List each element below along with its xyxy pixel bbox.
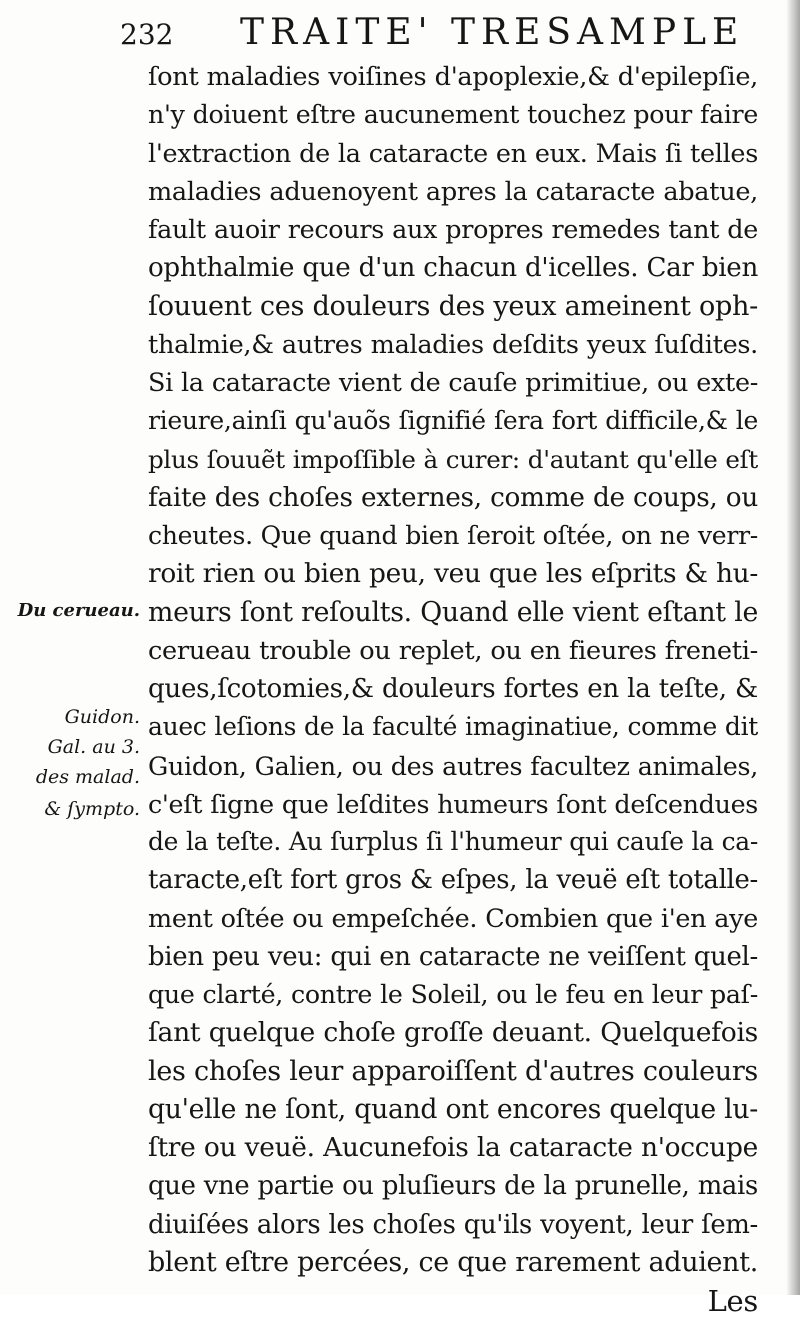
text-line: meurs ſont reſoults. Quand elle vient eſtant le [148, 596, 758, 628]
text-line: Si la cataracte vient de cauſe primitiue, ou exte- [148, 368, 758, 398]
text-line: que clarté, contre le Soleil, ou le feu en leur paſ- [148, 980, 758, 1009]
text-line: ſant quelque choſe groſſe deuant. Quelquefois [148, 1017, 758, 1049]
text-line: plus ſouuẽt impoſſible à curer: d'autant qu'elle eſt [148, 444, 758, 474]
text-line: blent eſtre percées, ce que rarement aduient. [148, 1246, 758, 1278]
text-line: les choſes leur apparoiſſent d'autres couleurs [148, 1055, 758, 1087]
text-line: ophthalmie que d'un chacun d'icelles. Car bien [148, 253, 758, 284]
text-line: bien peu veu: qui en cataracte ne veiſſent quel- [148, 941, 758, 972]
text-line: que vne partie ou pluſieurs de la prunelle, mais [148, 1171, 758, 1202]
text-line: rieure,ainſi qu'auõs ſignifié ſera fort difficile,& le [148, 406, 758, 436]
text-line: n'y doiuent eſtre aucunement touchez pour faire [148, 100, 758, 130]
margin-note-du-cerueau: Du cerueau. [17, 600, 140, 621]
text-line: ques,ſcotomies,& douleurs fortes en la teſte, & [148, 674, 758, 704]
page-gutter-shadow [786, 0, 800, 1295]
text-line: ſouuent ces douleurs des yeux ameinent oph- [148, 290, 758, 322]
text-line: thalmie,& autres maladies deſdits yeux ſuſdites. [148, 329, 758, 360]
text-line: ſont maladies voiſines d'apoplexie,& d'epilepſie, [148, 62, 758, 92]
text-line: fault auoir recours aux propres remedes tant de [148, 215, 758, 245]
text-line: de la teſte. Au ſurplus ſi l'humeur qui cauſe la ca- [148, 827, 758, 856]
text-line: ment oſtée ou empeſchée. Combien que i'en aye [148, 903, 758, 934]
text-line: maladies aduenoyent apres la cataracte abatue, [148, 176, 758, 207]
text-line: qu'elle ne ſont, quand ont encores quelque lu- [148, 1093, 758, 1125]
text-line: c'eſt ſigne que leſdites humeurs ſont deſcendues [148, 788, 758, 819]
page-header [120, 12, 780, 56]
running-title: TRAITE' TRESAMPLE [240, 12, 745, 53]
text-line: cheutes. Que quand bien ſeroit oſtée, on ne verr- [148, 521, 758, 550]
catchword: Les [707, 1284, 758, 1318]
text-line: ſtre ou veuë. Aucunefois la cataracte n'occupe [148, 1132, 758, 1163]
margin-note-sympto: & ſympto. [44, 798, 140, 820]
margin-note-galien: Gal. au 3. [47, 736, 140, 758]
text-line: l'extraction de la cataracte en eux. Mais ſi telles [148, 138, 758, 169]
margin-note-guidon: Guidon. [64, 706, 140, 728]
text-line: Guidon, Galien, ou des autres facultez animales, [148, 750, 758, 781]
text-line: cerueau trouble ou replet, ou en fieures freneti- [148, 635, 758, 666]
text-line: faite des choſes externes, comme de coups, ou [148, 482, 758, 513]
page-number: 232 [120, 18, 174, 51]
margin-note-des-malad: des malad. [35, 766, 140, 788]
body-text [148, 58, 758, 1320]
text-line: auec leſions de la faculté imaginatiue, comme dit [148, 712, 758, 742]
text-line: roit rien ou bien peu, veu que les eſprits & hu- [148, 558, 758, 590]
text-line: diuiſées alors les choſes qu'ils voyent, leur ſem- [148, 1209, 758, 1240]
text-line: taracte,eſt fort gros & eſpes, la veuë eſt totalle- [148, 865, 758, 896]
